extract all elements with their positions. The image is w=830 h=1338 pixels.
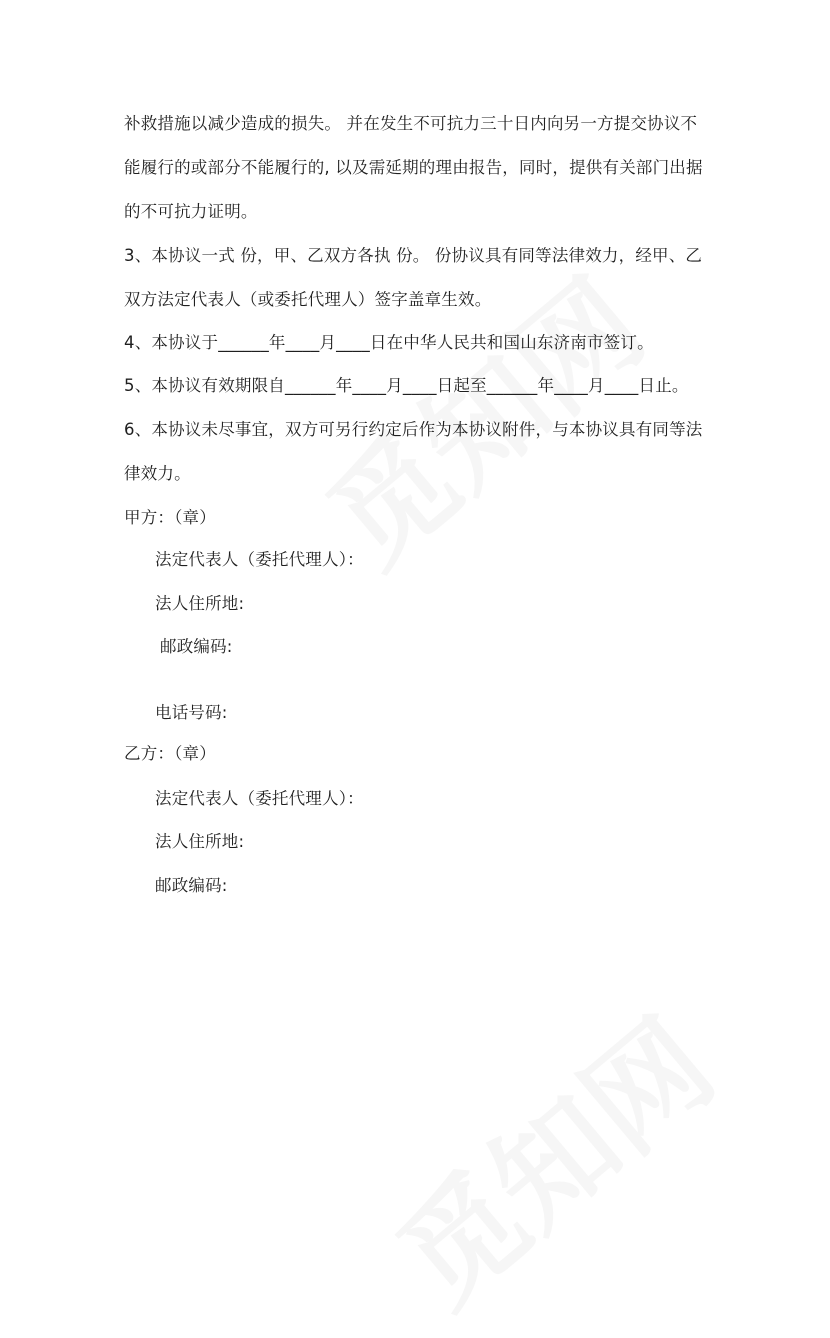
party-a-heading: 甲方：（章） <box>124 508 216 527</box>
party-a-address: 法人住所地: <box>155 594 245 613</box>
party-a-representative: 法定代表人（委托代理人）： <box>155 550 364 569</box>
watermark-bottom <box>357 974 743 1337</box>
clause-6-line-2: 律效力。 <box>124 464 191 483</box>
party-b-postcode: 邮政编码: <box>155 876 228 895</box>
party-b-heading: 乙方：（章） <box>124 744 216 763</box>
party-b-address: 法人住所地: <box>155 832 245 851</box>
clause-3-line-2: 双方法定代表人（或委托代理人）签字盖章生效。 <box>124 290 492 309</box>
clause-4: 4、本协议于______年____月____日在中华人民共和国山东济南市签订。 <box>124 333 654 352</box>
clause-6-line-1: 6、本协议未尽事宜，双方可另行约定后作为本协议附件，与本协议具有同等法 <box>124 420 703 439</box>
clause-5: 5、本协议有效期限自______年____月____日起至______年____月____日止。 <box>124 376 689 395</box>
clause-3-line-1: 3、本协议一式 份，甲、乙双方各执 份。 份协议具有同等法律效力，经甲、乙 <box>124 246 703 265</box>
paragraph-force-majeure-line-1: 补救措施以减少造成的损失。 并在发生不可抗力三十日内向另一方提交协议不 <box>124 114 698 133</box>
party-a-phone: 电话号码: <box>155 703 228 722</box>
party-a-postcode: 邮政编码: <box>160 637 233 656</box>
paragraph-force-majeure-line-2: 能履行的或部分不能履行的, 以及需延期的理由报告，同时，提供有关部门出据 <box>124 158 703 177</box>
party-b-representative: 法定代表人（委托代理人）： <box>155 789 364 808</box>
paragraph-force-majeure-line-3: 的不可抗力证明。 <box>124 202 258 221</box>
